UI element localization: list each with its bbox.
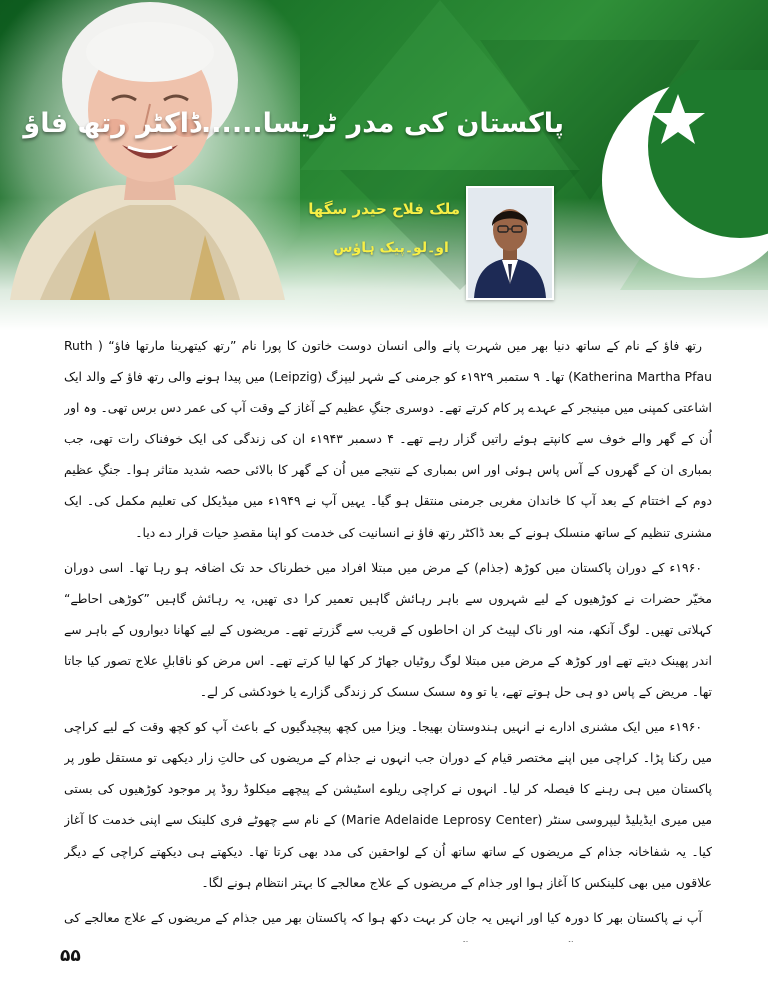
article-body bbox=[64, 330, 712, 942]
article-paragraph: ۱۹۶۰ء میں ایک مشنری ادارے نے انہیں ہندوستان بھیجا۔ ویزا میں کچھ پیچیدگیوں کے باعث آپ کو کچھ وقت کے لیے کراچی میں رکنا پڑا۔ کراچی میں اپنے مختصر قیام کے دوران جب انہوں نے جذام کے مریضوں کی حالتِ زار دیکھی تو مستقل طور پر پاکستان میں ہی رہنے کا فیصلہ کر لیا۔ انہوں نے کراچی ریلوے اسٹیشن کے پیچھے میکلوڈ روڈ پر موجود کوڑھیوں کی بستی میں میری ایڈیلیڈ لیپروسی سنٹر (Marie Adelaide Leprosy Center) کے نام سے چھوٹے فری کلینک سے اپنی خدمت کا آغاز کیا۔ یہ شفاخانہ جذام کے مریضوں کے ساتھ ساتھ اُن کے لواحقین کی مدد بھی کرتا تھا۔ دیکھتے ہی دیکھتے کراچی کے دیگر علاقوں میں بھی کلینکس کا آغاز ہوا اور جذام کے مریضوں کے علاج معالجے کا بہتر انتظام ہونے لگا۔ bbox=[64, 719, 712, 890]
article-title: پاکستان کی مدر ٹریسا......ڈاکٹر رتھ فاؤ bbox=[23, 108, 564, 139]
author-name: ملک فلاح حیدر سگھا bbox=[308, 200, 460, 218]
header-banner bbox=[0, 0, 768, 330]
crescent-star-icon bbox=[590, 70, 768, 290]
page-number: ۵۵ bbox=[60, 946, 81, 966]
author-photo bbox=[466, 186, 554, 300]
article-paragraph: ۱۹۶۰ء کے دوران پاکستان میں کوڑھ (جذام) کے مرض میں مبتلا افراد میں خطرناک حد تک اضافہ ہو رہا تھا۔ اسی دوران مخیّر حضرات نے کوڑھیوں کے لیے شہروں سے باہر رہائش گاہیں تعمیر کرا دی تھیں، یہ رہائش گاہیں ”کوڑھی احاطے“ کہلاتی تھیں۔ لوگ آنکھ، منہ اور ناک لپیٹ کر ان احاطوں کے قریب سے گزرتے تھے۔ مریضوں کے لیے کھانا دیواروں کے باہر سے اندر پھینک دیتے تھے اور کوڑھ کے مرض میں مبتلا لوگ روٹیاں جھاڑ کر کھا لیا کرتے تھے۔ اس مرض کو ناقابلِ علاج تصور کیا جاتا تھا۔ مریض کے پاس دو ہی حل ہوتے تھے، یا تو وہ سسک سسک کر زندگی گزارے یا خودکشی کر لے۔ bbox=[64, 559, 712, 700]
author-institution: او۔لو۔پیک ہاؤس bbox=[333, 240, 449, 256]
author-avatar-icon bbox=[468, 188, 552, 298]
article-paragraph: آپ نے پاکستان بھر کا دورہ کیا اور انہیں یہ جان کر بہت دکھ ہوا کہ پاکستان بھر میں جذام کے مریضوں کے علاج معالجے کی bbox=[64, 909, 702, 925]
article-paragraph: رتھ فاؤ کے نام کے ساتھ دنیا بھر میں شہرت پانے والی انسان دوست خاتون کا پورا نام ”رتھ کیتھرینا مارتھا فاؤ“ ( Ruth Katherina Martha Pfau) تھا۔ ۹ ستمبر ۱۹۲۹ء کو جرمنی کے شہر لیپزگ (Leipzig) میں پیدا ہونے والی رتھ فاؤ کے والد ایک اشاعتی کمپنی میں مینیجر کے عہدے پر کام کرتے تھے۔ دوسری جنگِ عظیم کے آغاز کے وقت آپ کی عمر دس برس تھی۔ وہ اور اُن کے گھر والے خوف سے کانپتے ہوئے راتیں گزار رہے تھے۔ ۴ دسمبر ۱۹۴۳ء ان کی زندگی کی ایک خوفناک رات تھی، جب بمباری ان کے گھروں کے آس پاس ہوئی اور اس بمباری کے نتیجے میں اُن کے گھر کا بالائی حصہ شدید متاثر ہوا۔ جنگِ عظیم دوم کے اختتام کے بعد آپ کا خاندان مغربی جرمنی منتقل ہو گیا۔ یہیں آپ نے ۱۹۴۹ء میں میڈیکل کی تعلیم مکمل کی۔ ایک مشنری تنظیم کے ساتھ منسلک ہونے کے بعد ڈاکٹر رتھ فاؤ نے انسانیت کی خدمت کو اپنا مقصدِ حیات قرار دے دیا۔ bbox=[64, 338, 712, 540]
